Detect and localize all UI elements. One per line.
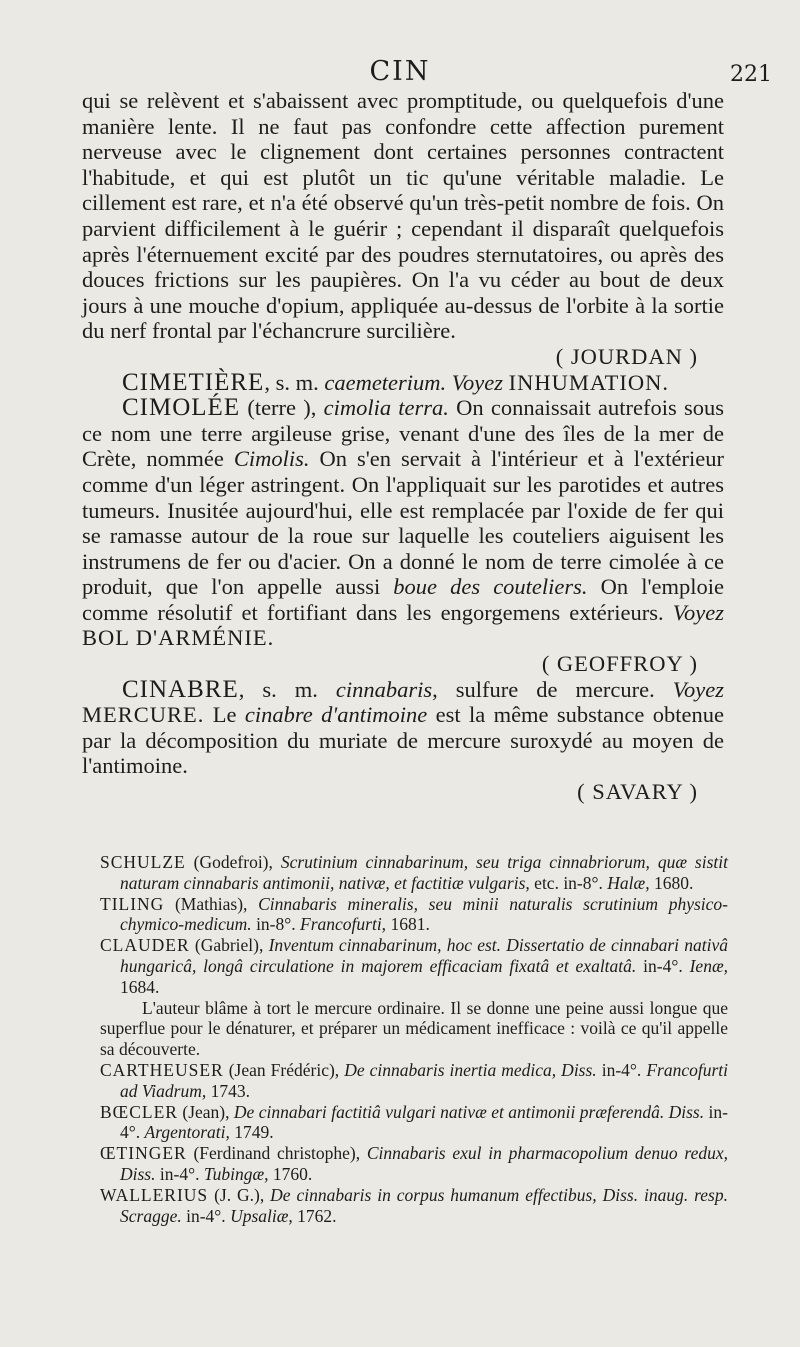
author-signature-savary: ( SAVARY ) [577,779,698,805]
continuation-paragraph: qui se relèvent et s'abaissent avec promptitude, ou quelquefois d'une manière lente. Il ne faut pas confondre cette affection purement nerveuse avec le clignement dont certaines personnes contractent l'habitude, et qui est plutôt un tic qu'une véritable maladie. Le cillement est rare, et n'a été observé qu'un très-petit nombre de fois. On parvient difficilement à le guérir ; cependant il disparaît quelquefois après l'éternuement excité par des poudres sternutatoires, ou après des douces frictions sur les paupières. On l'a vu céder au bout de deux jours à une mouche d'opium, appliquée au-dessus de l'orbite à la sortie du nerf frontal par l'échancrure surcilière. ( JOURDAN ) [82,88,724,369]
main-text [82,88,724,805]
bibliography-entry: WALLERIUS (J. G.), De cinnabaris in corpus humanum effectibus, Diss. inaug. resp. Scragge. in-4°. Upsaliæ, 1762. [100,1184,728,1226]
cross-reference: INHUMATION. [508,369,670,395]
bibliography [100,852,728,1226]
entry-headword: CIMETIÈRE [122,368,265,396]
bibliography-entry: CLAUDER (Gabriel), Inventum cinnabarinum, hoc est. Dissertatio de cinnabari nativâ hungaricâ, longâ circulatione in majorem efficaciam fixatâ et exaltatâ. in-4°. Ienæ, 1684. [100,935,728,997]
bibliography-entry: CARTHEUSER (Jean Frédéric), De cinnabaris inertia medica, Diss. in-4°. Francofurti ad Viadrum, 1743. [100,1059,728,1101]
page-number: 221 [730,62,772,87]
entry-cimolee: CIMOLÉE (terre ), cimolia terra. On connaissait autrefois sous ce nom une terre argileuse grise, venant d'une des îles de la mer de Crète, nommée Cimolis. On s'en servait à l'intérieur et à l'extérieur comme d'un léger astringent. On l'appliquait sur les parotides et autres tumeurs. Inusitée aujourd'hui, elle est remplacée par l'oxide de fer qui se ramasse autour de la roue sur laquelle les couteliers aiguisent les instrumens de fer ou d'acier. On a donné le nom de terre cimolée à ce produit, que l'on appelle aussi boue des couteliers. On l'emploie comme résolutif et fortifiant dans les engorgemens extérieurs. Voyez BOL D'ARMÉNIE. ( GEOFFROY ) [82,394,724,677]
bibliography-note: L'auteur blâme à tort le mercure ordinaire. Il se donne une peine aussi longue que superflue pour le dénaturer, et préparer un médicament inefficace : voilà ce qu'il appelle sa découverte. [100,997,728,1060]
bibliography-entry: TILING (Mathias), Cinnabaris mineralis, seu minii naturalis scrutinium physico-chymico-medicum. in-8°. Francofurti, 1681. [100,893,728,935]
author-signature-geoffroy: ( GEOFFROY ) [541,651,698,677]
entry-headword: CIMOLÉE [122,394,241,422]
entry-cimetiere: CIMETIÈRE, s. m. caemeterium. Voyez INHUMATION. [122,368,670,396]
bibliography-entry: SCHULZE (Godefroi), Scrutinium cinnabarinum, seu triga cinnabriorum, quæ sistit naturam cinnabaris antimonii, nativæ, et factitiæ vulgaris, etc. in-8°. Halæ, 1680. [100,852,728,893]
cross-reference: MERCURE. [82,702,205,728]
bibliography-entry: ŒTINGER (Ferdinand christophe), Cinnabaris exul in pharmacopolium denuo redux, Diss. in-4°. Tubingæ, 1760. [100,1143,728,1184]
running-head-title: CIN [369,56,431,87]
entry-cinabre: CINABRE, s. m. cinnabaris, sulfure de mercure. Voyez MERCURE. Le cinabre d'antimoine est la même substance obtenue par la décomposition du muriate de mercure suroxydé au moyen de l'antimoine. ( SAVARY ) [82,675,724,805]
bibliography-entry: BŒCLER (Jean), De cinnabari factitiâ vulgari nativæ et antimonii præferendâ. Diss. in-4°. Argentorati, 1749. [100,1101,728,1143]
cross-reference: BOL D'ARMÉNIE. [82,625,275,651]
entry-headword: CINABRE [122,675,239,703]
author-signature-jourdan: ( JOURDAN ) [555,343,698,369]
